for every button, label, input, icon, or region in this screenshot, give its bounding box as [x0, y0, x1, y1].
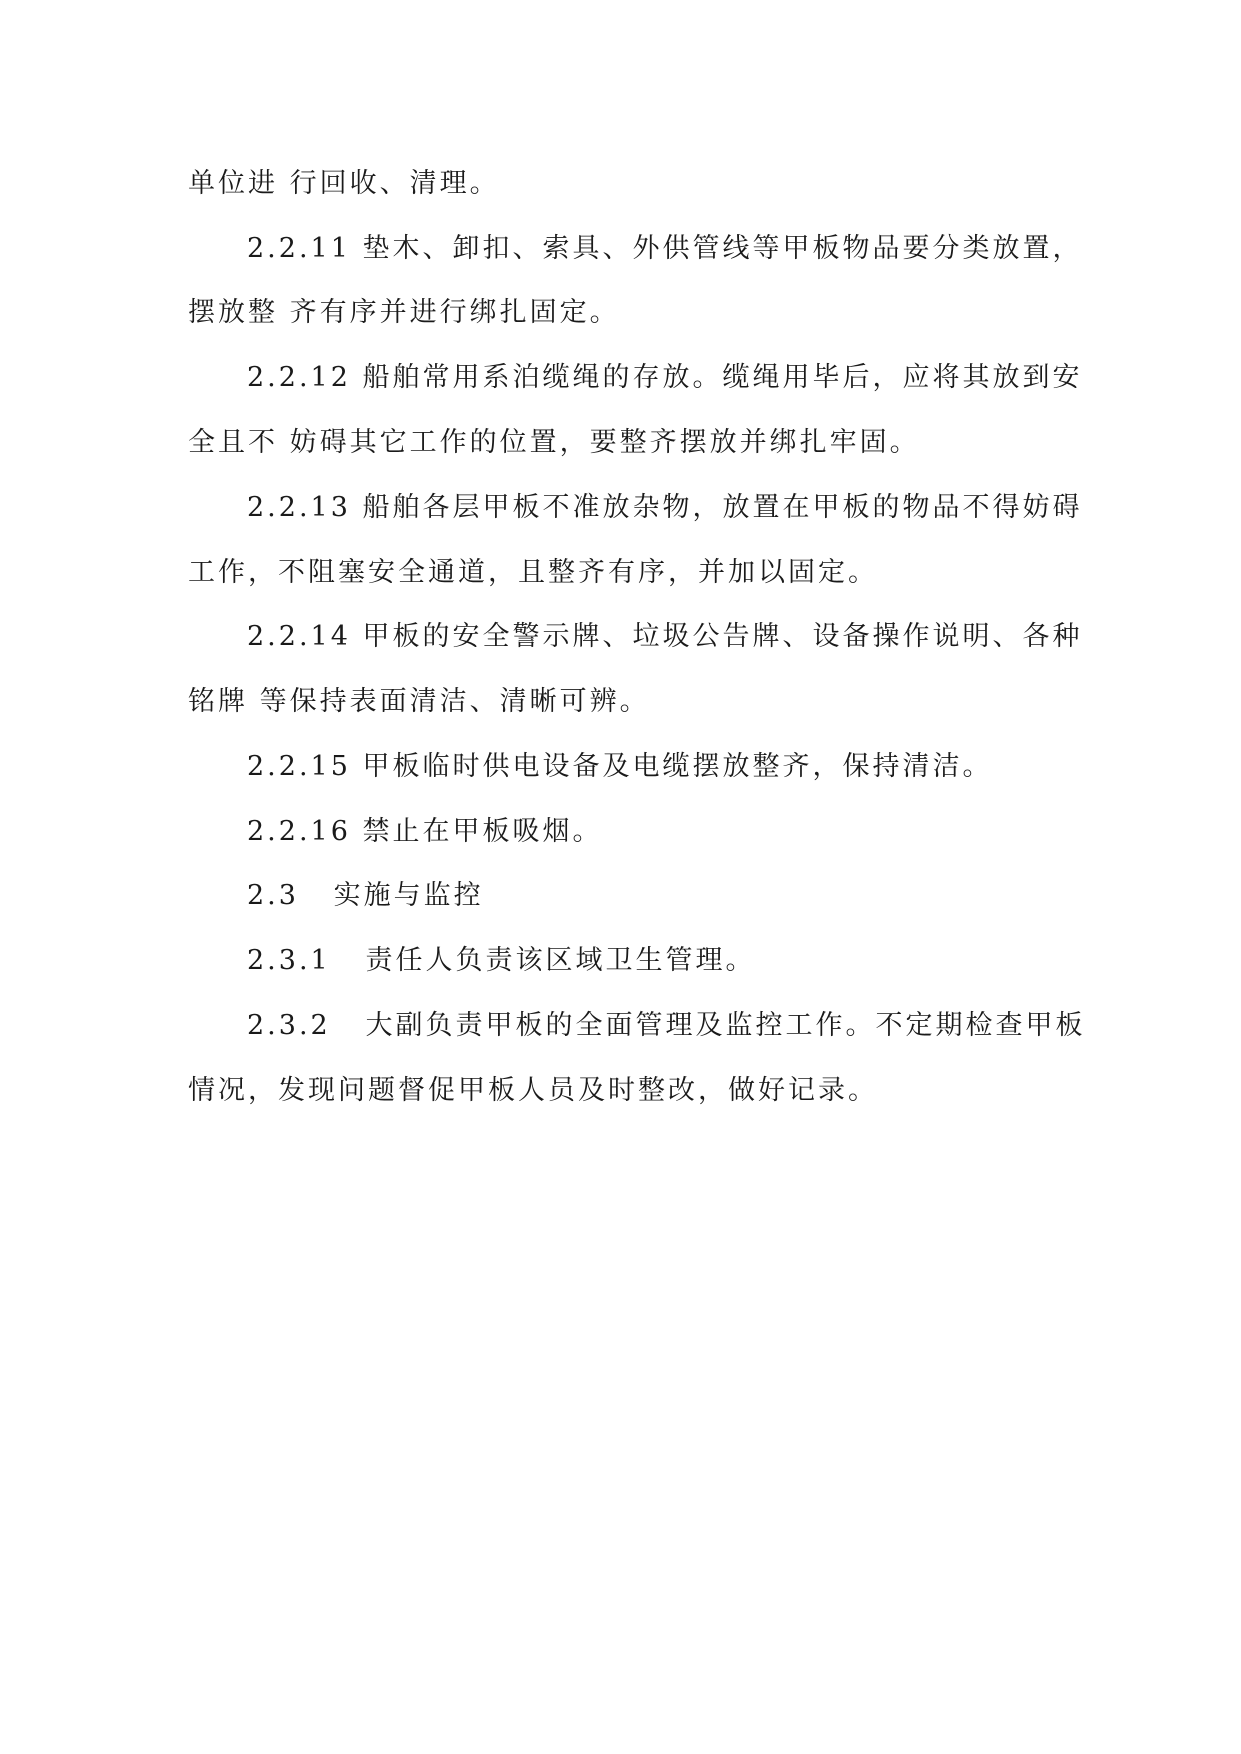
text-line-8: 2.2.14 甲板的安全警示牌、垃圾公告牌、设备操作说明、各种	[247, 621, 1083, 652]
text-line-15: 情况，发现问题督促甲板人员及时整改，做好记录。	[188, 1075, 878, 1106]
text-line-7: 工作，不阻塞安全通道，且整齐有序，并加以固定。	[188, 557, 878, 588]
text-line-6: 2.2.13 船舶各层甲板不准放杂物，放置在甲板的物品不得妨碍	[247, 492, 1083, 523]
text-line-14: 2.3.2 大副负责甲板的全面管理及监控工作。不定期检查甲板	[247, 1010, 1086, 1041]
text-line-11: 2.2.16 禁止在甲板吸烟。	[247, 816, 603, 847]
text-line-5: 全且不 妨碍其它工作的位置，要整齐摆放并绑扎牢固。	[188, 427, 920, 458]
text-line-1: 单位进 行回收、清理。	[188, 168, 500, 199]
section-heading: 2.3 实施与监控	[247, 880, 484, 911]
text-line-10: 2.2.15 甲板临时供电设备及电缆摆放整齐，保持清洁。	[247, 751, 993, 782]
text-line-3: 摆放整 齐有序并进行绑扎固定。	[188, 297, 620, 328]
text-line-13: 2.3.1 责任人负责该区域卫生管理。	[247, 945, 756, 976]
text-line-9: 铭牌 等保持表面清洁、清晰可辨。	[188, 686, 650, 717]
text-line-2: 2.2.11 垫木、卸扣、索具、外供管线等甲板物品要分类放置，	[247, 233, 1083, 264]
text-line-4: 2.2.12 船舶常用系泊缆绳的存放。缆绳用毕后，应将其放到安	[247, 362, 1083, 393]
